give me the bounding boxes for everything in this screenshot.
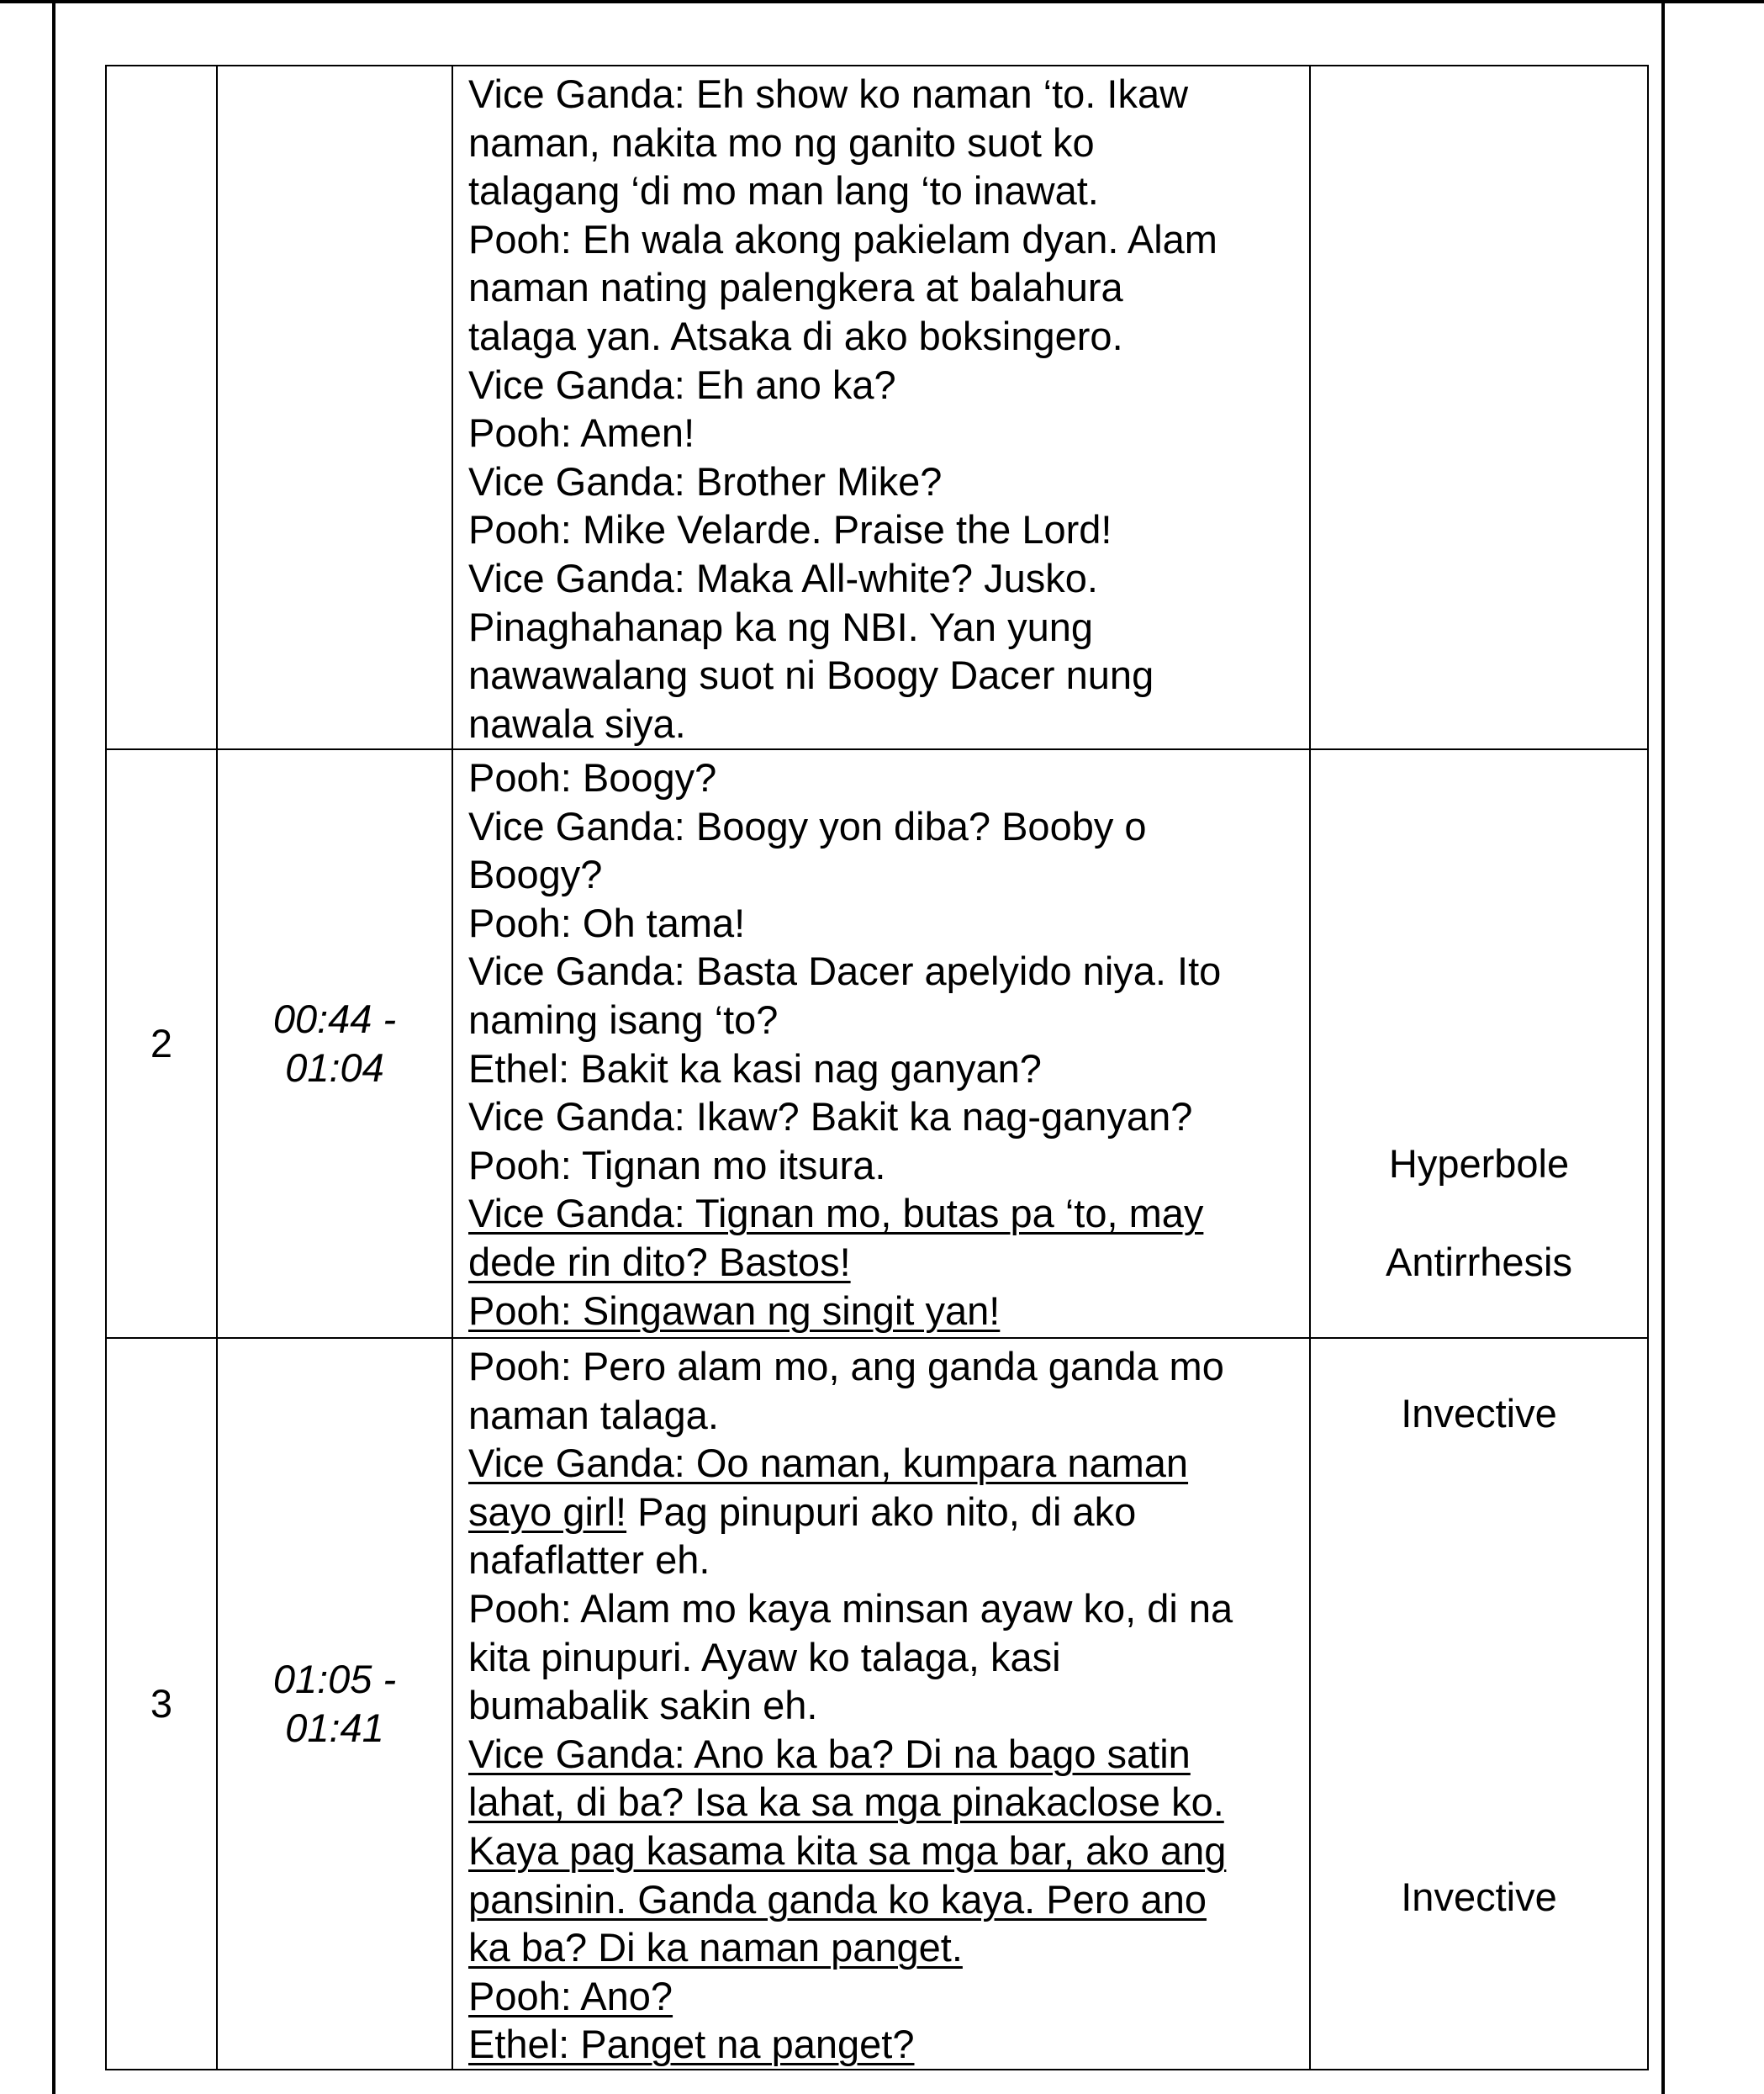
dialogue-line: [468, 651, 1297, 700]
line-text: naman talaga.: [468, 1392, 719, 1437]
dialogue-line: [468, 754, 1297, 802]
table-row: [106, 66, 1648, 749]
dialogue-line: [468, 1584, 1297, 1633]
dialogue-line: [468, 215, 1297, 264]
table-row: [106, 749, 1648, 1338]
underlined-text: sayo girl!: [468, 1489, 627, 1534]
underlined-text: pansinin. Ganda ganda ko kaya. Pero ano: [468, 1876, 1207, 1922]
dialogue-line: [468, 1189, 1297, 1238]
dialogue-line: [468, 1633, 1297, 1682]
dialogue-line: [468, 1536, 1297, 1584]
dialogue-line: [468, 2020, 1297, 2069]
underlined-text: dede rin dito? Bastos!: [468, 1239, 851, 1284]
line-text: Vice Ganda: Ikaw? Bakit ka nag-ganyan?: [468, 1094, 1193, 1140]
dialogue-line: [468, 1439, 1297, 1488]
line-text: talagang ‘di mo man lang ‘to inawat.: [468, 168, 1099, 214]
line-text: Vice Ganda: Maka All-white? Jusko.: [468, 555, 1098, 600]
dialogue-line: [468, 700, 1297, 748]
time-range: [217, 1338, 452, 2070]
underlined-text: Vice Ganda: Tignan mo, butas pa ‘to, may: [468, 1191, 1204, 1236]
dialogue-line: [468, 996, 1297, 1044]
row-number: 3: [106, 1338, 217, 2070]
dialogue-line: [468, 1238, 1297, 1287]
underlined-text: Vice Ganda: Ano ka ba? Di na bago satin: [468, 1731, 1191, 1776]
dialogue-line: [468, 312, 1297, 361]
dialogue-line: [468, 899, 1297, 948]
time-end: 01:04: [285, 1045, 384, 1090]
line-text: talaga yan. Atsaka di ako boksingero.: [468, 313, 1123, 358]
transcript-table: [105, 65, 1649, 2070]
line-text: Vice Ganda: Brother Mike?: [468, 458, 943, 504]
dialogue-cell: [452, 749, 1310, 1338]
dialogue-line: [468, 1488, 1297, 1536]
page-frame-right: [1661, 0, 1665, 2094]
dialogue-line: [468, 457, 1297, 506]
figure-cell: [1310, 66, 1648, 749]
line-text: naman, nakita mo ng ganito suot ko: [468, 119, 1095, 165]
dialogue-cell: [452, 66, 1310, 749]
dialogue-cell: [452, 1338, 1310, 2070]
line-text: Pinaghahanap ka ng NBI. Yan yung: [468, 604, 1094, 649]
line-text: Vice Ganda: Boogy yon diba? Booby o: [468, 803, 1147, 849]
underlined-text: Kaya pag kasama kita sa mga bar, ako ang: [468, 1827, 1227, 1873]
line-text: Vice Ganda: Eh ano ka?: [468, 362, 896, 407]
dialogue-line: [468, 1044, 1297, 1093]
underlined-text: Pooh: Singawan ng singit yan!: [468, 1288, 1001, 1333]
dialogue-line: [468, 802, 1297, 851]
line-text: kita pinupuri. Ayaw ko talaga, kasi: [468, 1634, 1061, 1679]
figure-label: Invective: [1401, 1875, 1557, 1919]
underlined-text: Ethel: Panget na panget?: [468, 2022, 915, 2067]
line-text: bumabalik sakin eh.: [468, 1683, 818, 1728]
dialogue-line: [468, 1730, 1297, 1779]
figure-cell: [1310, 1338, 1648, 2070]
underlined-text: Pooh: Ano?: [468, 1973, 673, 2018]
line-text: Pooh: Eh wala akong pakielam dyan. Alam: [468, 216, 1217, 262]
dialogue-line: [468, 603, 1297, 652]
dialogue-line: [468, 361, 1297, 410]
page-frame-top: [0, 0, 1764, 3]
dialogue-line: [468, 1778, 1297, 1827]
time-end: 01:41: [285, 1705, 384, 1750]
time-start: 00:44 -: [272, 997, 397, 1042]
dialogue-line: [468, 119, 1297, 167]
line-text: Ethel: Bakit ka kasi nag ganyan?: [468, 1045, 1042, 1091]
dialogue-line: [468, 1092, 1297, 1141]
line-text: naman nating palengkera at balahura: [468, 265, 1123, 310]
dialogue-line: [468, 1923, 1297, 1972]
row-number: 2: [106, 749, 217, 1338]
underlined-text: ka ba? Di ka naman panget.: [468, 1925, 963, 1970]
dialogue-line: [468, 1141, 1297, 1190]
line-text: Pooh: Mike Velarde. Praise the Lord!: [468, 507, 1112, 553]
line-text: Pooh: Oh tama!: [468, 900, 746, 945]
page-frame-left: [52, 0, 55, 2094]
dialogue-line: [468, 947, 1297, 996]
dialogue-line: [468, 1391, 1297, 1440]
line-text: nawala siya.: [468, 701, 686, 746]
dialogue-line: [468, 1827, 1297, 1875]
underlined-text: Vice Ganda: Oo naman, kumpara naman: [468, 1441, 1189, 1486]
figure-cell: [1310, 749, 1648, 1338]
time-range: [217, 749, 452, 1338]
line-text: nafaflatter eh.: [468, 1537, 710, 1583]
dialogue-line: [468, 263, 1297, 312]
dialogue-line: [468, 505, 1297, 554]
dialogue-line: [468, 1342, 1297, 1391]
line-text: Pooh: Tignan mo itsura.: [468, 1142, 886, 1187]
dialogue-line: [468, 1681, 1297, 1730]
line-text: naming isang ‘to?: [468, 997, 779, 1042]
dialogue-line: [468, 409, 1297, 457]
dialogue-line: [468, 1875, 1297, 1924]
underlined-text: lahat, di ba? Isa ka sa mga pinakaclose ko.: [468, 1779, 1224, 1825]
figure-label: Hyperbole: [1388, 1141, 1570, 1186]
line-text: Pooh: Amen!: [468, 410, 695, 456]
dialogue-line: [468, 70, 1297, 119]
dialogue-line: [468, 1972, 1297, 2021]
line-text: Boogy?: [468, 852, 603, 897]
line-text: Pag pinupuri ako nito, di ako: [626, 1489, 1137, 1534]
line-text: nawawalang suot ni Boogy Dacer nung: [468, 653, 1154, 698]
line-text: Pooh: Pero alam mo, ang ganda ganda mo: [468, 1344, 1224, 1388]
dialogue-line: [468, 554, 1297, 603]
line-text: Pooh: Alam mo kaya minsan ayaw ko, di na: [468, 1585, 1233, 1631]
table-row: [106, 1338, 1648, 2070]
dialogue-line: [468, 850, 1297, 899]
line-text: Vice Ganda: Basta Dacer apelyido niya. Ito: [468, 949, 1222, 994]
dialogue-line: [468, 167, 1297, 215]
figure-label: Antirrhesis: [1385, 1240, 1572, 1284]
row-number: [106, 66, 217, 749]
figure-label: Invective: [1401, 1391, 1557, 1436]
time-range: [217, 66, 452, 749]
line-text: Vice Ganda: Eh show ko naman ‘to. Ikaw: [468, 71, 1189, 116]
line-text: Pooh: Boogy?: [468, 755, 717, 800]
dialogue-line: [468, 1287, 1297, 1335]
time-start: 01:05 -: [272, 1657, 397, 1702]
